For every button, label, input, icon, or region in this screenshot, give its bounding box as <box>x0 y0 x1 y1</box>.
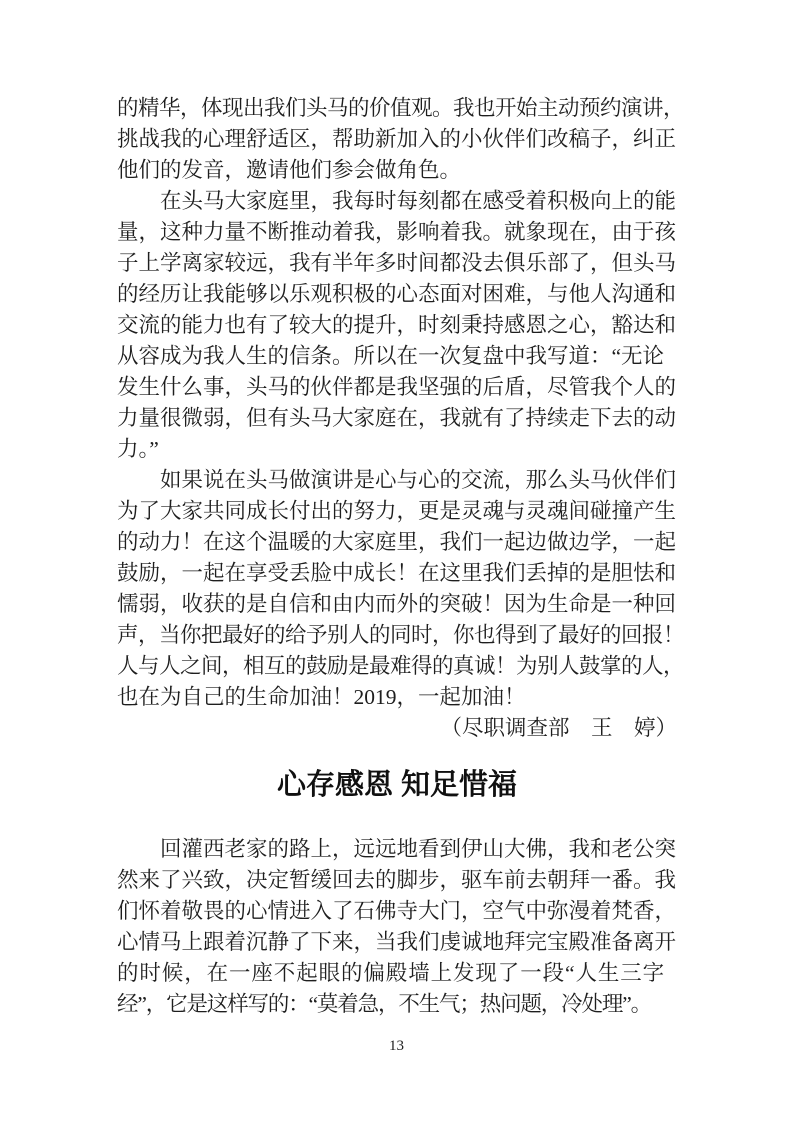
page-number: 13 <box>389 1038 404 1054</box>
text-line: 挑战我的心理舒适区，帮助新加入的小伙伴们改稿子，纠正 <box>117 127 677 151</box>
text-line: 们怀着敬畏的心情进入了石佛寺大门，空气中弥漫着梵香， <box>117 899 677 923</box>
text-line: 鼓励，一起在享受丢脸中成长！在这里我们丢掉的是胆怯和 <box>117 561 677 585</box>
text-line: 声，当你把最好的给予别人的同时，你也得到了最好的回报！ <box>117 623 685 647</box>
paragraph <box>117 834 677 1020</box>
text-line: 力。” <box>117 437 159 461</box>
text-line: 懦弱，收获的是自信和由内而外的突破！因为生命是一种回 <box>117 592 677 616</box>
text-line: 也在为自己的生命加油！2019，一起加油！ <box>117 685 526 709</box>
text-line: 经”，它是这样写的：“莫着急，不生气；热问题，冷处理”。 <box>117 992 651 1016</box>
text-line: 人与人之间，相互的鼓励是最难得的真诚！为别人鼓掌的人， <box>117 654 685 678</box>
text-line: 的经历让我能够以乐观积极的心态面对困难，与他人沟通和 <box>117 282 677 306</box>
author-signature: （尽职调查部 王 婷） <box>440 716 677 740</box>
text-line: 在头马大家庭里，我每时每刻都在感受着积极向上的能 <box>160 189 677 213</box>
text-line: 的动力！在这个温暖的大家庭里，我们一起边做边学，一起 <box>117 530 677 554</box>
text-line: 如果说在头马做演讲是心与心的交流，那么头马伙伴们 <box>160 468 677 492</box>
text-line: 他们的发音，邀请他们参会做角色。 <box>117 158 462 182</box>
article2-body <box>117 834 677 1020</box>
text-line: 的时候，在一座不起眼的偏殿墙上发现了一段“人生三字 <box>117 961 666 985</box>
paragraph <box>117 186 677 465</box>
text-line: 子上学离家较远，我有半年多时间都没去俱乐部了，但头马 <box>117 251 677 275</box>
section-title: 心存感恩 知足惜福 <box>276 769 518 801</box>
paragraph <box>117 465 685 713</box>
text-line: 然来了兴致，决定暂缓回去的脚步，驱车前去朝拜一番。我 <box>117 868 677 892</box>
article1-body <box>117 93 685 744</box>
text-line: 发生什么事，头马的伙伴都是我坚强的后盾，尽管我个人的 <box>117 375 677 399</box>
text-line: 量，这种力量不断推动着我，影响着我。就象现在，由于孩 <box>117 220 677 244</box>
text-line: 的精华，体现出我们头马的价值观。我也开始主动预约演讲， <box>117 96 685 120</box>
text-line: 心情马上跟着沉静了下来，当我们虔诚地拜完宝殿准备离开 <box>117 930 677 954</box>
paragraph-continuation <box>117 93 685 186</box>
text-line: 力量很微弱，但有头马大家庭在，我就有了持续走下去的动 <box>117 406 677 430</box>
text-line: 回灌西老家的路上，远远地看到伊山大佛，我和老公突 <box>160 837 677 861</box>
text-line: 交流的能力也有了较大的提升，时刻秉持感恩之心，豁达和 <box>117 313 677 337</box>
text-line: 为了大家共同成长付出的努力，更是灵魂与灵魂间碰撞产生 <box>117 499 677 523</box>
text-line: 从容成为我人生的信条。所以在一次复盘中我写道：“无论 <box>117 344 665 368</box>
